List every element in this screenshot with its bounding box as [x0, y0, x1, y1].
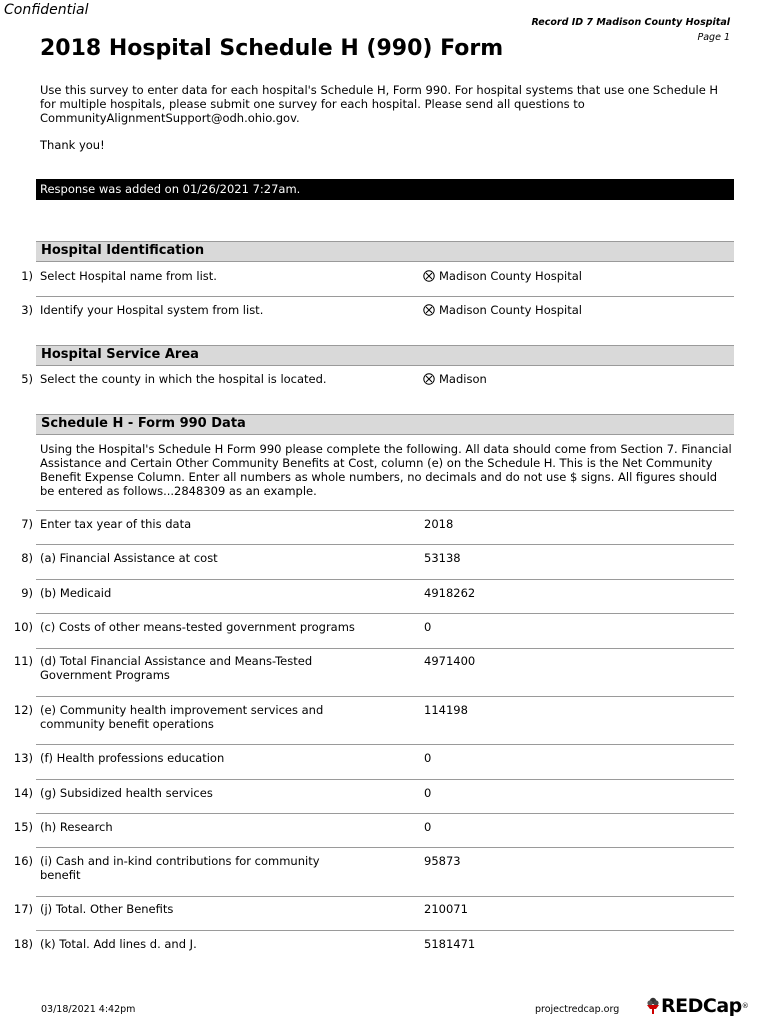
divider [36, 510, 734, 511]
footer-site-link[interactable]: projectredcap.org [535, 1004, 620, 1015]
section-description: Using the Hospital's Schedule H Form 990 please complete the following. All data should come from Section 7. Financial Assistance and Certain Other Community Benefits at Cost, column (e) on the Schedule H. This is the Net Community Benefit Expense Column. Enter all numbers as whole numbers, no decimals and do not use $ signs. All figures should be entered as follows...2848309 as an example. [40, 442, 732, 498]
page-title: 2018 Hospital Schedule H (990) Form [40, 36, 504, 61]
question-number: 8) [21, 551, 33, 565]
question-label: (d) Total Financial Assistance and Means-Tested Government Programs [40, 654, 313, 682]
divider [36, 648, 734, 649]
section-title: Schedule H - Form 990 Data [41, 416, 246, 431]
question-label: (b) Medicaid [40, 586, 112, 600]
answer-value: 5181471 [424, 937, 476, 951]
answer-value: Madison [439, 372, 487, 386]
answer-value: 95873 [424, 854, 461, 868]
divider [36, 696, 734, 697]
redcap-logo [645, 995, 748, 1017]
question-label: (a) Financial Assistance at cost [40, 551, 218, 565]
thanks-text: Thank you! [40, 138, 105, 152]
answer-value: 4918262 [424, 586, 476, 600]
question-label: (j) Total. Other Benefits [40, 902, 174, 916]
checked-radio-icon [423, 270, 435, 282]
question-label: (c) Costs of other means-tested government programs [40, 620, 355, 634]
answer-value: 0 [424, 820, 432, 834]
question-label: (h) Research [40, 820, 113, 834]
question-number: 12) [13, 703, 33, 717]
question-number: 15) [13, 820, 33, 834]
question-label: (i) Cash and in-kind contributions for community benefit [40, 854, 320, 882]
section-title: Hospital Identification [41, 243, 205, 258]
divider [36, 847, 734, 848]
question-label: (e) Community health improvement services and community benefit operations [40, 703, 324, 731]
question-label: (g) Subsidized health services [40, 786, 213, 800]
answer-value: 0 [424, 620, 432, 634]
question-label: Enter tax year of this data [40, 517, 192, 531]
section-title: Hospital Service Area [41, 347, 199, 362]
divider [36, 813, 734, 814]
question-number: 3) [21, 303, 33, 317]
question-number: 14) [13, 786, 33, 800]
question-number: 10) [13, 620, 33, 634]
divider [36, 544, 734, 545]
radio-answer[interactable] [423, 303, 582, 317]
page-number: Page 1 [697, 32, 730, 43]
question-number: 5) [21, 372, 33, 386]
question-number: 13) [13, 751, 33, 765]
divider [36, 296, 734, 297]
answer-value: 114198 [424, 703, 468, 717]
radio-answer[interactable] [423, 372, 487, 386]
divider [36, 779, 734, 780]
registered-mark: ® [741, 1002, 749, 1010]
question-number: 16) [13, 854, 33, 868]
answer-value: 4971400 [424, 654, 476, 668]
answer-value: 2018 [424, 517, 454, 531]
confidential-label: Confidential [4, 2, 89, 18]
divider [36, 744, 734, 745]
question-number: 11) [13, 654, 33, 668]
answer-value: 210071 [424, 902, 468, 916]
radio-answer[interactable] [423, 269, 582, 283]
question-number: 18) [13, 937, 33, 951]
question-label: Identify your Hospital system from list. [40, 303, 264, 317]
answer-value: Madison County Hospital [439, 303, 582, 317]
intro-text: Use this survey to enter data for each hospital's Schedule H, Form 990. For hospital systems that use one Schedule H for multiple hospitals, please submit one survey for each hospital. Please send all questions to CommunityAlignmentSupport@odh.ohio.gov. [40, 83, 719, 125]
answer-value: 53138 [424, 551, 461, 565]
checked-radio-icon [423, 304, 435, 316]
question-label: Select Hospital name from list. [40, 269, 217, 283]
record-id: Record ID 7 Madison County Hospital [531, 17, 730, 28]
redcap-logo-text: REDCap [661, 995, 742, 1017]
answer-value: 0 [424, 786, 432, 800]
question-number: 7) [21, 517, 33, 531]
answer-value: Madison County Hospital [439, 269, 582, 283]
section-hospital-identification [36, 241, 734, 262]
answer-value: 0 [424, 751, 432, 765]
divider [36, 613, 734, 614]
divider [36, 930, 734, 931]
question-number: 9) [21, 586, 33, 600]
question-label: (k) Total. Add lines d. and J. [40, 937, 197, 951]
redcap-logo-icon [645, 996, 661, 1016]
divider [36, 579, 734, 580]
divider [36, 896, 734, 897]
question-number: 1) [21, 269, 33, 283]
question-label: Select the county in which the hospital is located. [40, 372, 327, 386]
question-label: (f) Health professions education [40, 751, 225, 765]
section-schedule-h [36, 414, 734, 435]
section-hospital-service-area [36, 345, 734, 366]
question-number: 17) [13, 902, 33, 916]
response-banner: Response was added on 01/26/2021 7:27am. [36, 179, 734, 200]
checked-radio-icon [423, 373, 435, 385]
footer-timestamp: 03/18/2021 4:42pm [41, 1004, 136, 1015]
